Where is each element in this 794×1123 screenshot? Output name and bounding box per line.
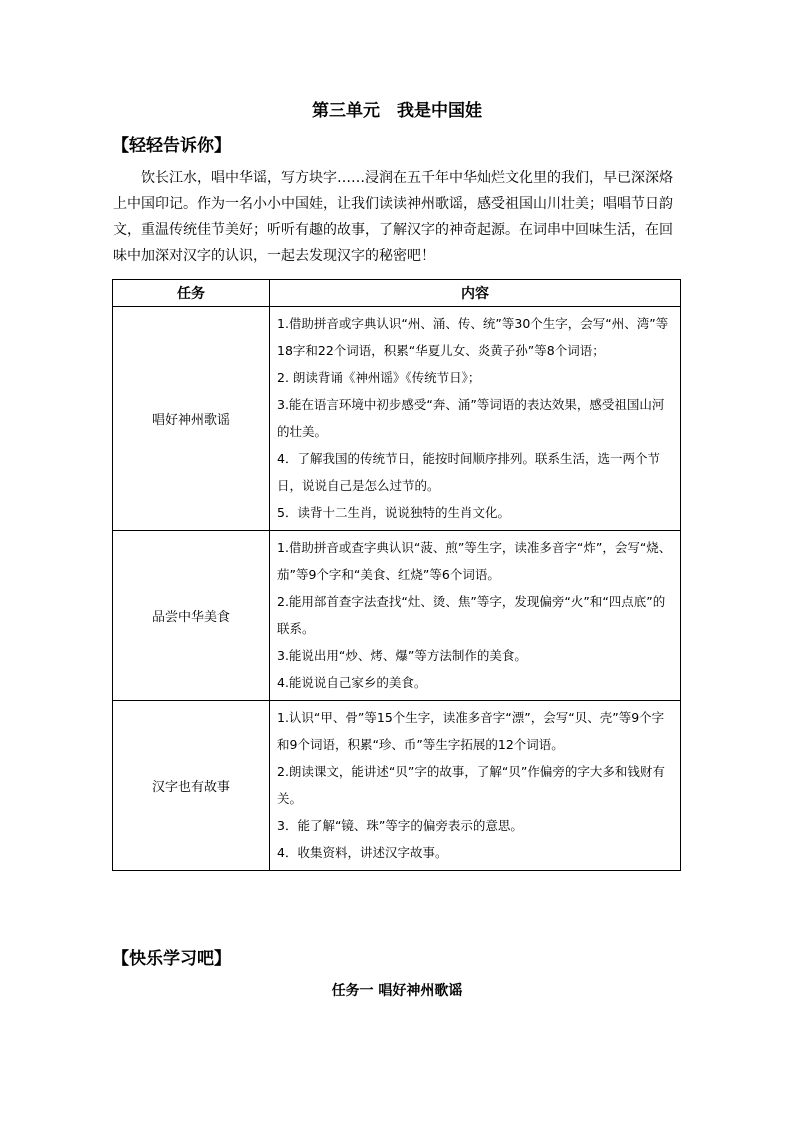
content-item: 1.认识“甲、骨”等15个生字，读准多音字“漂”，会写“贝、壳”等9个字和9个词语，积累“珍、币”等生字拓展的12个词语。 bbox=[277, 710, 665, 752]
intro-paragraph: 饮长江水，唱中华谣，写方块字……浸润在五千年中华灿烂文化里的我们，早已深深烙上中国印记。作为一名小小中国娃，让我们读读神州歌谣，感受祖国山川壮美；唱唱节日韵文，重温传统佳节美好；听听有趣的故事，了解汉字的神奇起源。在词串中回味生活，在回味中加深对汉字的认识，一起去发现汉字的秘密吧！ bbox=[113, 170, 673, 264]
content-item: 4．了解我国的传统节日，能按时间顺序排列。联系生活，选一两个节日，说说自己是怎么过节的。 bbox=[277, 451, 660, 493]
table-row bbox=[113, 531, 681, 701]
table-header-row bbox=[113, 280, 681, 307]
header-content: 内容 bbox=[270, 280, 681, 307]
content-item: 3.能说出用“炒、烤、爆”等方法制作的美食。 bbox=[277, 648, 527, 663]
task-subtitle: 任务一 唱好神州歌谣 bbox=[331, 983, 463, 999]
content-item: 1.借助拼音或字典认识“州、涌、传、统”等30个生字，会写“州、湾”等18字和22个词语，积累“华夏儿女、炎黄子孙”等8个词语； bbox=[277, 316, 669, 358]
content-item: 5．读背十二生肖，说说独特的生肖文化。 bbox=[277, 505, 510, 520]
content-item: 4.能说说自己家乡的美食。 bbox=[277, 675, 427, 690]
section-heading-learning: 【快乐学习吧】 bbox=[112, 949, 231, 969]
task-table bbox=[112, 279, 681, 871]
content-item: 3.能在语言环境中初步感受“奔、涌”等词语的表达效果，感受祖国山河的壮美。 bbox=[277, 397, 665, 439]
content-cell bbox=[270, 701, 681, 871]
section-heading-intro: 【轻轻告诉你】 bbox=[112, 136, 231, 156]
content-item: 2.能用部首查字法查找“灶、烫、焦”等字，发现偏旁“火”和“四点底”的联系。 bbox=[277, 594, 666, 636]
table-row bbox=[113, 307, 681, 531]
content-item: 2.朗读课文，能讲述“贝”字的故事，了解“贝”作偏旁的字大多和钱财有关。 bbox=[277, 764, 665, 806]
task-cell: 品尝中华美食 bbox=[113, 531, 270, 701]
content-item: 4．收集资料，讲述汉字故事。 bbox=[277, 845, 448, 860]
content-item: 3．能了解“镜、珠”等字的偏旁表示的意思。 bbox=[277, 818, 523, 833]
header-task: 任务 bbox=[113, 280, 270, 307]
task-cell: 汉字也有故事 bbox=[113, 701, 270, 871]
page-title: 第三单元 我是中国娃 bbox=[312, 101, 482, 121]
content-cell bbox=[270, 307, 681, 531]
content-item: 1.借助拼音或查字典认识“菠、煎”等生字，读准多音字“炸”，会写“烧、茄”等9个字和“美食、红烧”等6个词语。 bbox=[277, 540, 672, 582]
table-row bbox=[113, 701, 681, 871]
content-cell bbox=[270, 531, 681, 701]
content-item: 2. 朗读背诵《神州谣》《传统节日》； bbox=[277, 370, 481, 385]
task-cell: 唱好神州歌谣 bbox=[113, 307, 270, 531]
